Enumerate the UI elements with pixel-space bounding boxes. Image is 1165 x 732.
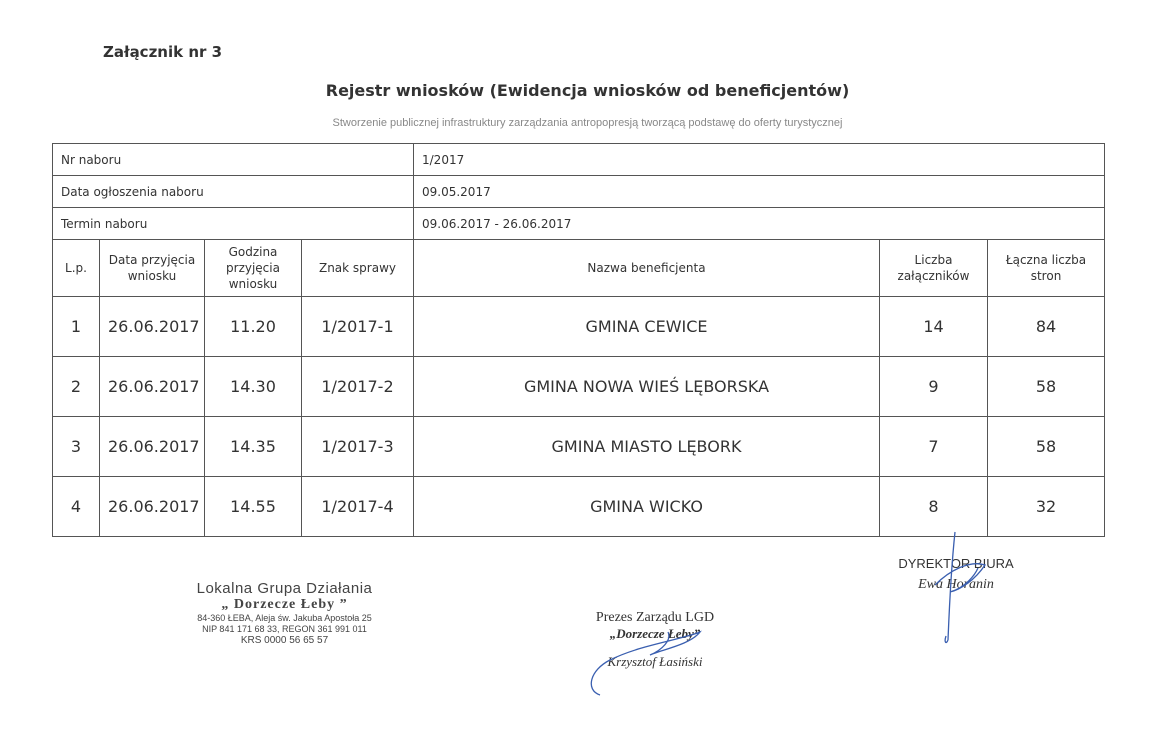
cell-case: 1/2017-2 <box>302 357 414 417</box>
stamp-org-subname: „ Dorzecze Łeby ” <box>221 597 348 612</box>
stamp-address: 84-360 ŁEBA, Aleja św. Jakuba Apostoła 25 <box>197 613 372 623</box>
document-subtitle: Stworzenie publicznej infrastruktury zarządzania antropopresją tworzącą podstawę do oferty turystycznej <box>332 117 843 129</box>
cell-time: 14.35 <box>205 417 302 477</box>
cell-name: GMINA CEWICE <box>414 297 880 357</box>
president-title: Prezes Zarządu LGD <box>595 610 715 625</box>
director-stamp <box>886 556 1026 593</box>
annex-label: Załącznik nr 3 <box>103 43 223 61</box>
cell-name: GMINA WICKO <box>414 477 880 537</box>
cell-pages: 58 <box>988 417 1105 477</box>
document-title: Rejestr wniosków (Ewidencja wniosków od beneficjentów) <box>325 81 850 100</box>
info-value: 09.05.2017 <box>414 176 1105 208</box>
president-stamp <box>560 610 750 670</box>
cell-attachments: 8 <box>880 477 988 537</box>
cell-lp: 4 <box>53 477 100 537</box>
table-row <box>53 297 1105 357</box>
director-name: Ewa Horanin <box>918 577 994 592</box>
info-value: 1/2017 <box>414 144 1105 176</box>
director-title: DYREKTOR BIURA <box>898 556 1014 571</box>
president-org: „Dorzecze Łeby” <box>609 626 701 641</box>
column-header-pages: Łączna liczba stron <box>988 240 1105 297</box>
column-header-lp: L.p. <box>53 240 100 297</box>
stamp-tax-ids: NIP 841 171 68 33, REGON 361 991 011 <box>202 624 367 634</box>
column-header-time: Godzina przyjęcia wniosku <box>205 240 302 297</box>
info-row-call-number <box>53 144 1105 176</box>
info-row-announcement-date <box>53 176 1105 208</box>
table-header-row <box>53 240 1105 297</box>
table-row <box>53 477 1105 537</box>
cell-date: 26.06.2017 <box>100 297 205 357</box>
cell-pages: 58 <box>988 357 1105 417</box>
cell-time: 14.30 <box>205 357 302 417</box>
register-table <box>52 143 1105 537</box>
cell-time: 11.20 <box>205 297 302 357</box>
cell-date: 26.06.2017 <box>100 357 205 417</box>
info-label: Termin naboru <box>53 208 414 240</box>
cell-lp: 1 <box>53 297 100 357</box>
cell-attachments: 9 <box>880 357 988 417</box>
cell-attachments: 14 <box>880 297 988 357</box>
cell-pages: 84 <box>988 297 1105 357</box>
cell-lp: 3 <box>53 417 100 477</box>
table-row <box>53 417 1105 477</box>
info-label: Data ogłoszenia naboru <box>53 176 414 208</box>
cell-pages: 32 <box>988 477 1105 537</box>
info-label: Nr naboru <box>53 144 414 176</box>
info-value: 09.06.2017 - 26.06.2017 <box>414 208 1105 240</box>
president-name: Krzysztof Łasiński <box>607 654 703 669</box>
cell-date: 26.06.2017 <box>100 477 205 537</box>
stamp-org-name: Lokalna Grupa Działania <box>196 580 373 597</box>
table-row <box>53 357 1105 417</box>
cell-lp: 2 <box>53 357 100 417</box>
cell-case: 1/2017-1 <box>302 297 414 357</box>
column-header-attachments: Liczba załączników <box>880 240 988 297</box>
cell-time: 14.55 <box>205 477 302 537</box>
cell-attachments: 7 <box>880 417 988 477</box>
cell-case: 1/2017-3 <box>302 417 414 477</box>
column-header-case: Znak sprawy <box>302 240 414 297</box>
cell-date: 26.06.2017 <box>100 417 205 477</box>
cell-case: 1/2017-4 <box>302 477 414 537</box>
column-header-date: Data przyjęcia wniosku <box>100 240 205 297</box>
stamp-krs: KRS 0000 56 65 57 <box>240 635 329 646</box>
info-row-deadline <box>53 208 1105 240</box>
lgd-stamp <box>187 580 382 646</box>
cell-name: GMINA NOWA WIEŚ LĘBORSKA <box>414 357 880 417</box>
cell-name: GMINA MIASTO LĘBORK <box>414 417 880 477</box>
column-header-name: Nazwa beneficjenta <box>414 240 880 297</box>
